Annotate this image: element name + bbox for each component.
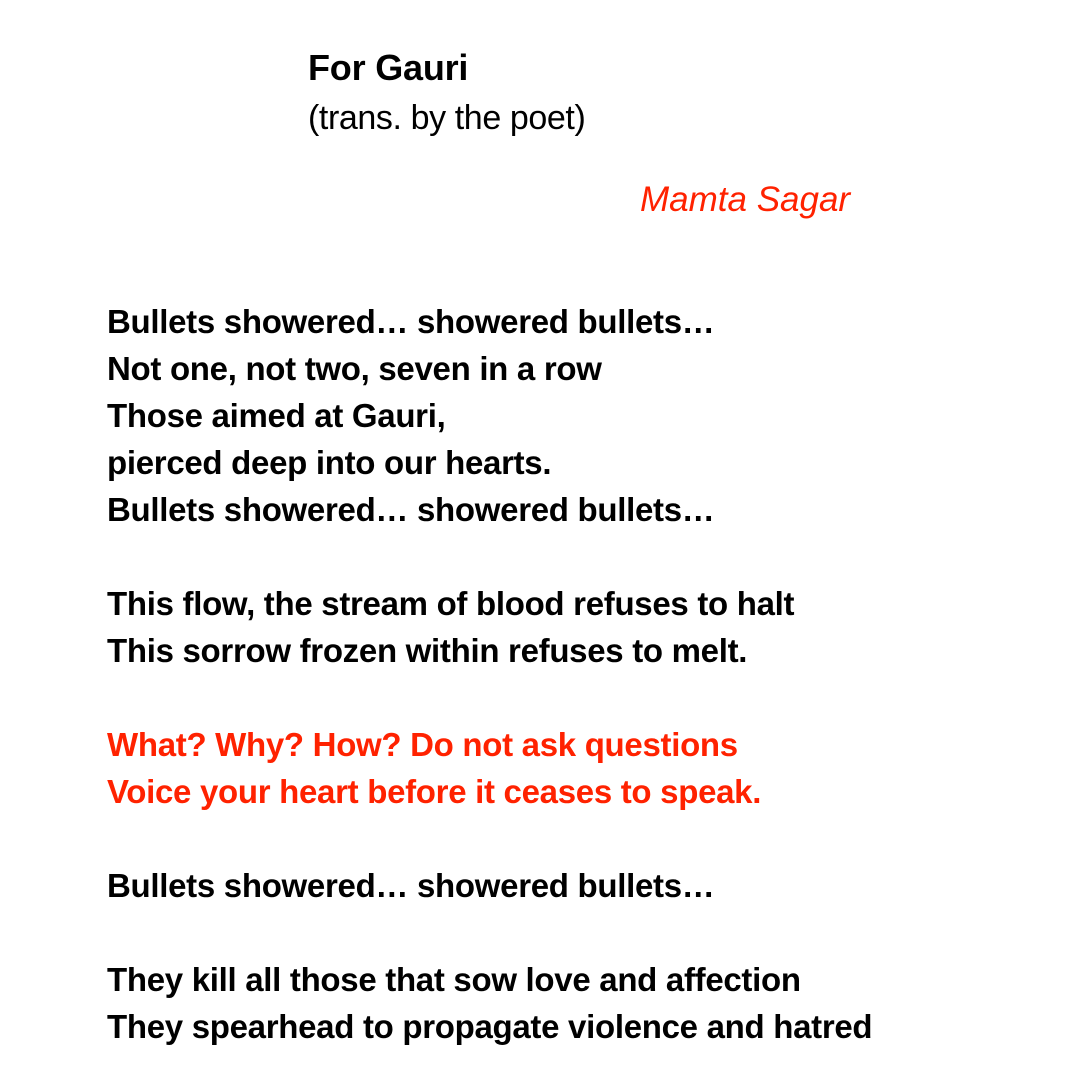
- poem-line: They kill all those that sow love and affection: [107, 961, 801, 998]
- poem-body: [107, 298, 1067, 1050]
- poem-title: For Gauri: [308, 47, 469, 88]
- poem-line: pierced deep into our hearts.: [107, 444, 552, 481]
- poem-line: Bullets showered… showered bullets…: [107, 491, 715, 528]
- poem-line: They spearhead to propagate violence and hatred: [107, 1008, 873, 1045]
- poem-line-highlighted: Voice your heart before it ceases to speak.: [107, 773, 762, 810]
- stanza-break: [107, 815, 1067, 862]
- poem-line: Bullets showered… showered bullets…: [107, 867, 715, 904]
- poem-line: Bullets showered… showered bullets…: [107, 303, 715, 340]
- poem-line: This flow, the stream of blood refuses to halt: [107, 585, 795, 622]
- stanza-break: [107, 533, 1067, 580]
- stanza-5: [107, 956, 1067, 1050]
- stanza-break: [107, 909, 1067, 956]
- poem-line: Not one, not two, seven in a row: [107, 350, 602, 387]
- stanza-3-highlighted: [107, 721, 1067, 815]
- stanza-break: [107, 674, 1067, 721]
- stanza-2: [107, 580, 1067, 674]
- poem-line: Those aimed at Gauri,: [107, 397, 446, 434]
- poem-line: This sorrow frozen within refuses to melt.: [107, 632, 748, 669]
- stanza-1: [107, 298, 1067, 533]
- translation-note: (trans. by the poet): [308, 99, 586, 137]
- poem-line-highlighted: What? Why? How? Do not ask questions: [107, 726, 738, 763]
- stanza-4: [107, 862, 1067, 909]
- author-name: Mamta Sagar: [640, 180, 851, 219]
